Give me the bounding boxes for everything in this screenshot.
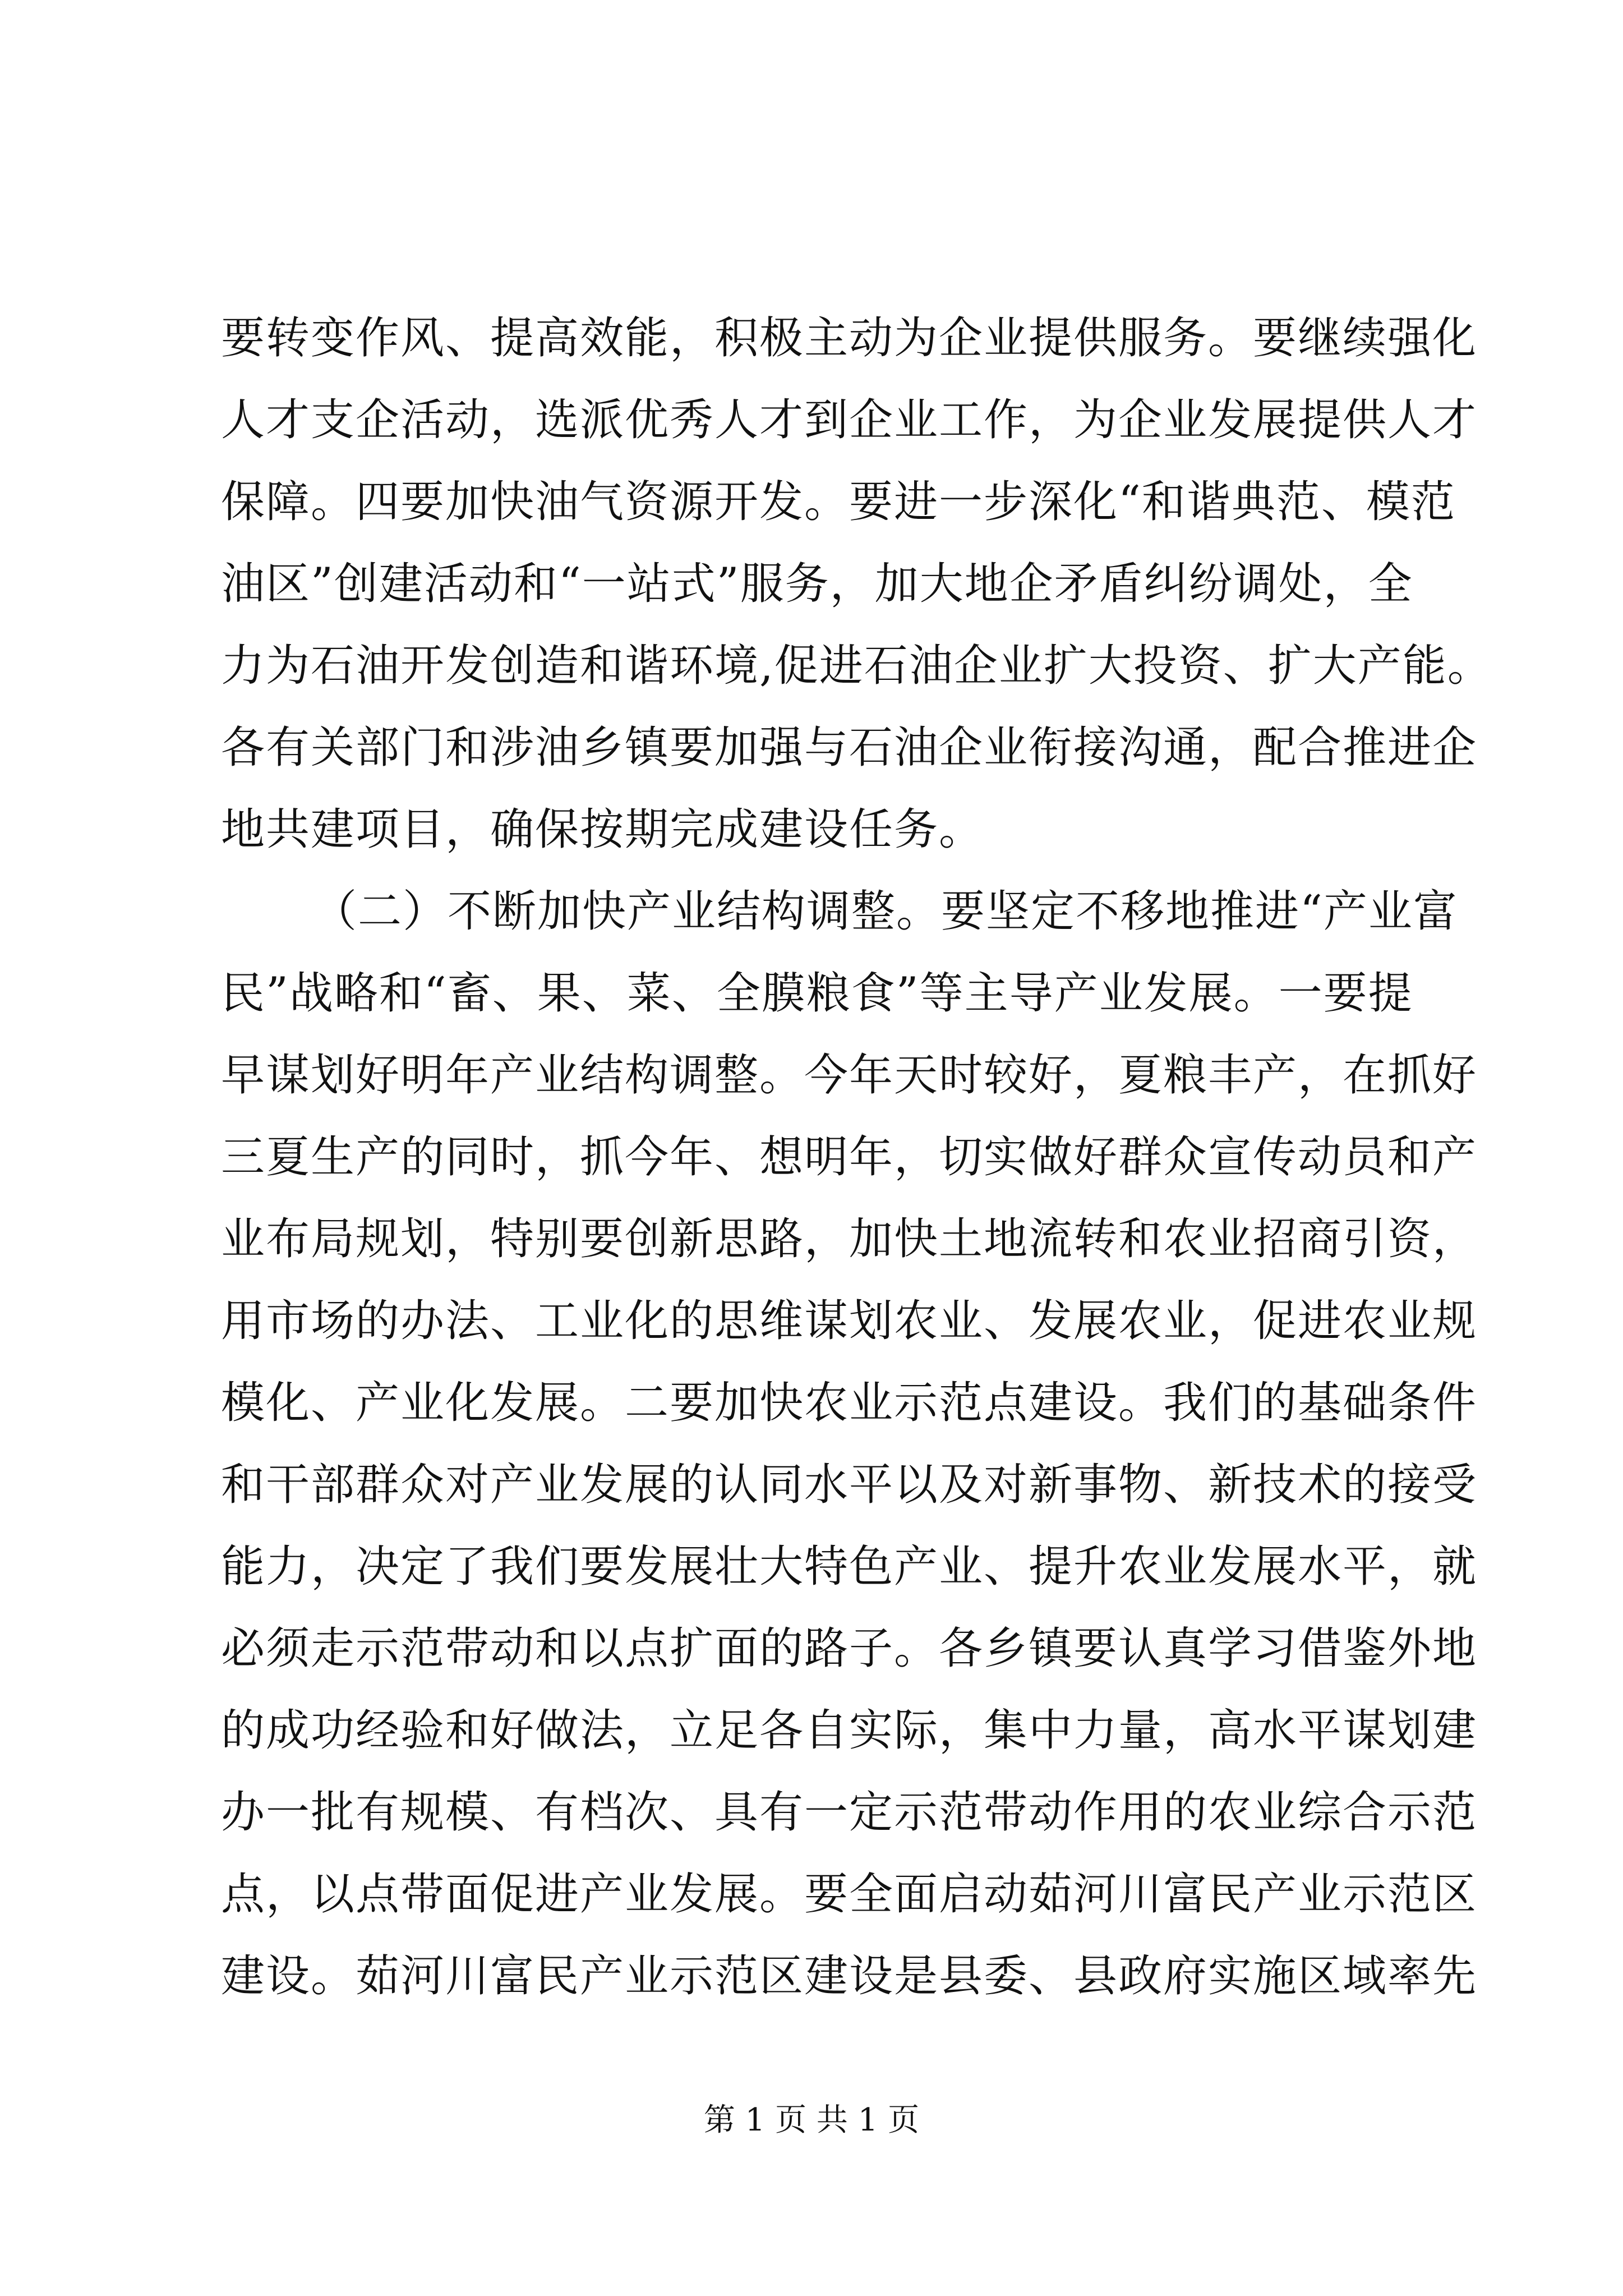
- text-line: 人才支企活动，选派优秀人才到企业工作，为企业发展提供人才: [221, 395, 1478, 445]
- page-footer: [0, 2098, 1623, 2143]
- text-line: 业布局规划，特别要创新思路，加快土地流转和农业招商引资，: [221, 1214, 1478, 1264]
- text-line: 保障。四要加快油气资源开发。要进一步深化“和谐典范、模范: [221, 477, 1456, 527]
- text-line: 力为石油开发创造和谐环境,促进石油企业扩大投资、扩大产能。: [221, 641, 1492, 691]
- text-line: 点，以点带面促进产业发展。要全面启动茹河川富民产业示范区: [221, 1869, 1478, 1920]
- text-line: 各有关部门和涉油乡镇要加强与石油企业衔接沟通，配合推进企: [221, 723, 1478, 773]
- text-line: 办一批有规模、有档次、具有一定示范带动作用的农业综合示范: [221, 1787, 1478, 1838]
- text-line: 的成功经验和好做法，立足各自实际，集中力量，高水平谋划建: [221, 1705, 1478, 1756]
- text-line: 用市场的办法、工业化的思维谋划农业、发展农业，促进农业规: [221, 1296, 1478, 1346]
- text-line: 建设。茹河川富民产业示范区建设是县委、县政府实施区域率先: [221, 1951, 1478, 2001]
- paragraph-heading-line: （二）不断加快产业结构调整。要坚定不移地推进“产业富: [313, 886, 1458, 937]
- text-line: 油区”创建活动和“一站式”服务，加大地企矛盾纠纷调处，全: [221, 559, 1413, 609]
- text-line: 地共建项目，确保按期完成建设任务。: [221, 804, 984, 855]
- text-line: 和干部群众对产业发展的认同水平以及对新事物、新技术的接受: [221, 1460, 1478, 1510]
- text-line: 要转变作风、提高效能，积极主动为企业提供服务。要继续强化: [221, 313, 1478, 364]
- text-line: 三夏生产的同时，抓今年、想明年，切实做好群众宣传动员和产: [221, 1132, 1478, 1182]
- text-line: 能力，决定了我们要发展壮大特色产业、提升农业发展水平，就: [221, 1542, 1478, 1592]
- text-line: 早谋划好明年产业结构调整。今年天时较好，夏粮丰产，在抓好: [221, 1050, 1478, 1101]
- text-line: 民”战略和“畜、果、菜、全膜粮食”等主导产业发展。一要提: [221, 968, 1413, 1019]
- page-number-label: 第 1 页 共 1 页: [703, 2102, 920, 2138]
- text-line: 模化、产业化发展。二要加快农业示范点建设。我们的基础条件: [221, 1378, 1478, 1428]
- document-body: [221, 297, 1492, 2017]
- text-line: 必须走示范带动和以点扩面的路子。各乡镇要认真学习借鉴外地: [221, 1623, 1478, 1674]
